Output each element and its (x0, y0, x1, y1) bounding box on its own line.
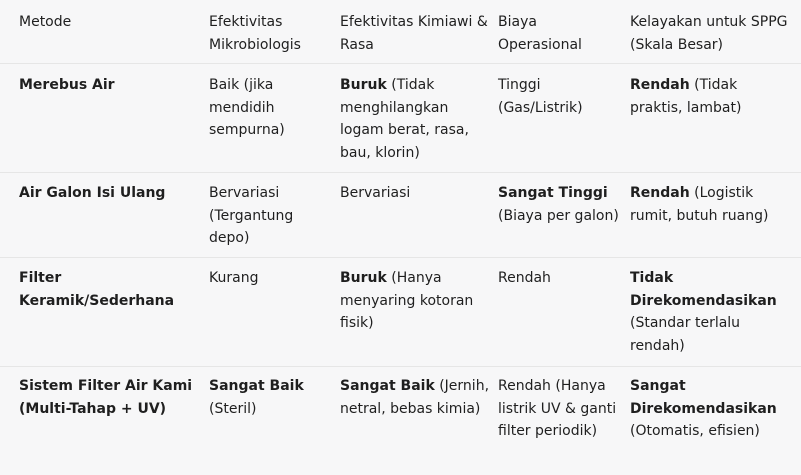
micro-value: Baik (jika mendidih sempurna) (209, 77, 285, 139)
header-operating-cost: Biaya Operasional (498, 14, 582, 53)
micro-value: Bervariasi (Tergantung depo) (209, 185, 294, 247)
cost-note: (Biaya per galon) (498, 207, 619, 224)
header-feasibility: Kelayakan untuk SPPG (Skala Besar) (630, 14, 788, 53)
feasibility-value (630, 182, 790, 227)
feasibility-value (630, 74, 790, 119)
feasibility-note: (Standar terlalu rendah) (630, 315, 741, 354)
method-name: Sistem Filter Air Kami (Multi-Tahap + UV) (19, 378, 193, 417)
feasibility-rating: Sangat Direkomendasikan (630, 378, 777, 417)
feasibility-note: (Otomatis, efisien) (630, 423, 760, 440)
row-divider (0, 63, 801, 64)
feasibility-value (630, 375, 790, 443)
chem-note: (Hanya menyaring kotoran fisik) (340, 270, 474, 332)
feasibility-value (630, 267, 790, 357)
chem-value (340, 74, 490, 164)
cost-value: Tinggi (Gas/Listrik) (498, 77, 583, 116)
row-divider (0, 366, 801, 367)
micro-value: Kurang (209, 270, 259, 286)
chem-note: (Tidak menghilangkan logam berat, rasa, bau, klorin) (340, 77, 469, 161)
cost-rating: Sangat Tinggi (498, 185, 608, 201)
header-method: Metode (19, 14, 72, 30)
row-divider (0, 257, 801, 258)
row-divider (0, 172, 801, 173)
method-name: Air Galon Isi Ulang (19, 185, 166, 201)
method-name: Merebus Air (19, 77, 115, 93)
chem-rating: Buruk (340, 77, 387, 93)
feasibility-rating: Rendah (630, 185, 690, 201)
chem-note: (Jernih, netral, bebas kimia) (340, 378, 490, 417)
header-micro-effectiveness: Efektivitas Mikrobiologis (209, 14, 301, 53)
chem-value (340, 375, 490, 420)
feasibility-rating: Tidak Direkomendasikan (630, 270, 777, 309)
micro-value (209, 375, 329, 420)
cost-value: Rendah (Hanya listrik UV & ganti filter periodik) (498, 378, 617, 440)
feasibility-note: (Logistik rumit, butuh ruang) (630, 185, 769, 224)
chem-rating: Buruk (340, 270, 387, 286)
feasibility-rating: Rendah (630, 77, 690, 93)
micro-note: (Steril) (209, 400, 257, 417)
cost-value: Rendah (498, 270, 551, 286)
chem-value: Bervariasi (340, 185, 411, 201)
chem-rating: Sangat Baik (340, 378, 435, 394)
chem-value (340, 267, 490, 335)
cost-value (498, 182, 620, 227)
feasibility-note: (Tidak praktis, lambat) (630, 77, 742, 116)
method-name: Filter Keramik/Sederhana (19, 270, 175, 309)
micro-rating: Sangat Baik (209, 378, 304, 394)
header-chem-effectiveness: Efektivitas Kimiawi & Rasa (340, 14, 488, 53)
